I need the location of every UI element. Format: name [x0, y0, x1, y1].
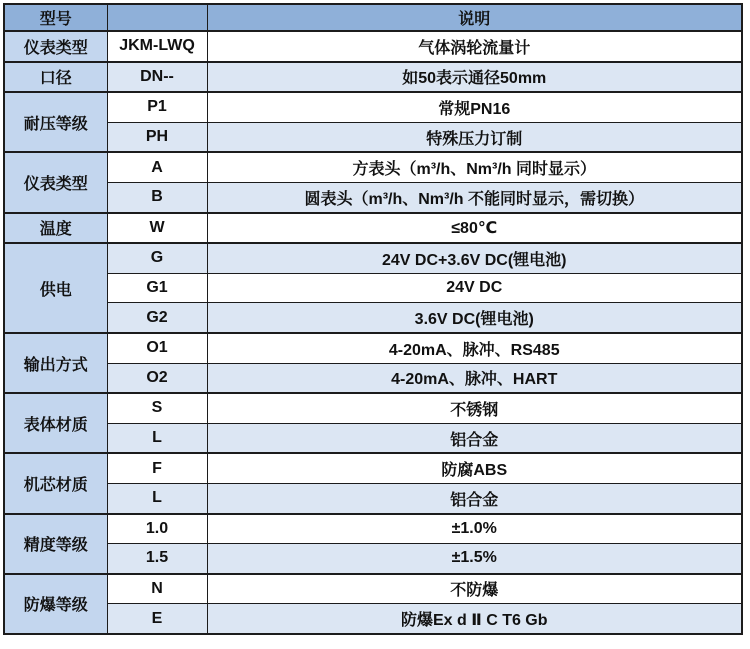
description-cell: ≤80℃ — [207, 213, 742, 244]
table-row — [4, 31, 742, 62]
header-model-label: 型号 — [4, 4, 107, 31]
description-cell: 不防爆 — [207, 574, 742, 604]
description-cell: 24V DC — [207, 273, 742, 303]
spec-table-body — [4, 31, 742, 634]
code-cell: L — [107, 423, 207, 453]
code-cell: L — [107, 483, 207, 513]
code-cell: PH — [107, 122, 207, 152]
description-cell: 防爆Ex d Ⅱ C T6 Gb — [207, 604, 742, 634]
table-row — [4, 243, 742, 273]
description-cell: 特殊压力订制 — [207, 122, 742, 152]
code-cell: B — [107, 182, 207, 212]
description-cell: 4-20mA、脉冲、RS485 — [207, 333, 742, 363]
code-cell: S — [107, 393, 207, 423]
table-row — [4, 423, 742, 453]
table-row — [4, 604, 742, 634]
code-cell: F — [107, 453, 207, 483]
description-cell: 方表头（m³/h、Nm³/h 同时显示） — [207, 152, 742, 182]
code-cell: A — [107, 152, 207, 182]
description-cell: ±1.0% — [207, 514, 742, 544]
code-cell: 1.0 — [107, 514, 207, 544]
group-label-cell: 仪表类型 — [4, 31, 107, 62]
table-row — [4, 544, 742, 574]
code-cell: P1 — [107, 92, 207, 122]
table-row — [4, 92, 742, 122]
table-row — [4, 393, 742, 423]
table-row — [4, 333, 742, 363]
code-cell: G2 — [107, 303, 207, 333]
group-label-cell: 仪表类型 — [4, 152, 107, 212]
code-cell: N — [107, 574, 207, 604]
code-cell: O1 — [107, 333, 207, 363]
header-row — [4, 4, 742, 31]
code-cell: JKM-LWQ — [107, 31, 207, 62]
code-cell: G1 — [107, 273, 207, 303]
table-row — [4, 363, 742, 393]
table-row — [4, 303, 742, 333]
group-label-cell: 精度等级 — [4, 514, 107, 574]
description-cell: 圆表头（m³/h、Nm³/h 不能同时显示，需切换） — [207, 182, 742, 212]
description-cell: 气体涡轮流量计 — [207, 31, 742, 62]
description-cell: 如50表示通径50mm — [207, 62, 742, 93]
description-cell: 常规PN16 — [207, 92, 742, 122]
code-cell: O2 — [107, 363, 207, 393]
code-cell: W — [107, 213, 207, 244]
code-cell: E — [107, 604, 207, 634]
table-row — [4, 514, 742, 544]
description-cell: ±1.5% — [207, 544, 742, 574]
table-row — [4, 152, 742, 182]
description-cell: 铝合金 — [207, 483, 742, 513]
group-label-cell: 防爆等级 — [4, 574, 107, 634]
table-row — [4, 453, 742, 483]
description-cell: 铝合金 — [207, 423, 742, 453]
header-code-label — [107, 4, 207, 31]
group-label-cell: 口径 — [4, 62, 107, 93]
group-label-cell: 耐压等级 — [4, 92, 107, 152]
code-cell: 1.5 — [107, 544, 207, 574]
model-spec-table — [3, 3, 743, 635]
table-row — [4, 182, 742, 212]
description-cell: 3.6V DC(锂电池) — [207, 303, 742, 333]
description-cell: 防腐ABS — [207, 453, 742, 483]
table-row — [4, 574, 742, 604]
group-label-cell: 输出方式 — [4, 333, 107, 393]
table-row — [4, 122, 742, 152]
group-label-cell: 表体材质 — [4, 393, 107, 453]
code-cell: DN-- — [107, 62, 207, 93]
description-cell: 24V DC+3.6V DC(锂电池) — [207, 243, 742, 273]
table-row — [4, 483, 742, 513]
code-cell: G — [107, 243, 207, 273]
description-cell: 4-20mA、脉冲、HART — [207, 363, 742, 393]
group-label-cell: 机芯材质 — [4, 453, 107, 513]
table-row — [4, 62, 742, 93]
table-row — [4, 213, 742, 244]
group-label-cell: 温度 — [4, 213, 107, 244]
table-row — [4, 273, 742, 303]
group-label-cell: 供电 — [4, 243, 107, 333]
header-description-label: 说明 — [207, 4, 742, 31]
description-cell: 不锈钢 — [207, 393, 742, 423]
